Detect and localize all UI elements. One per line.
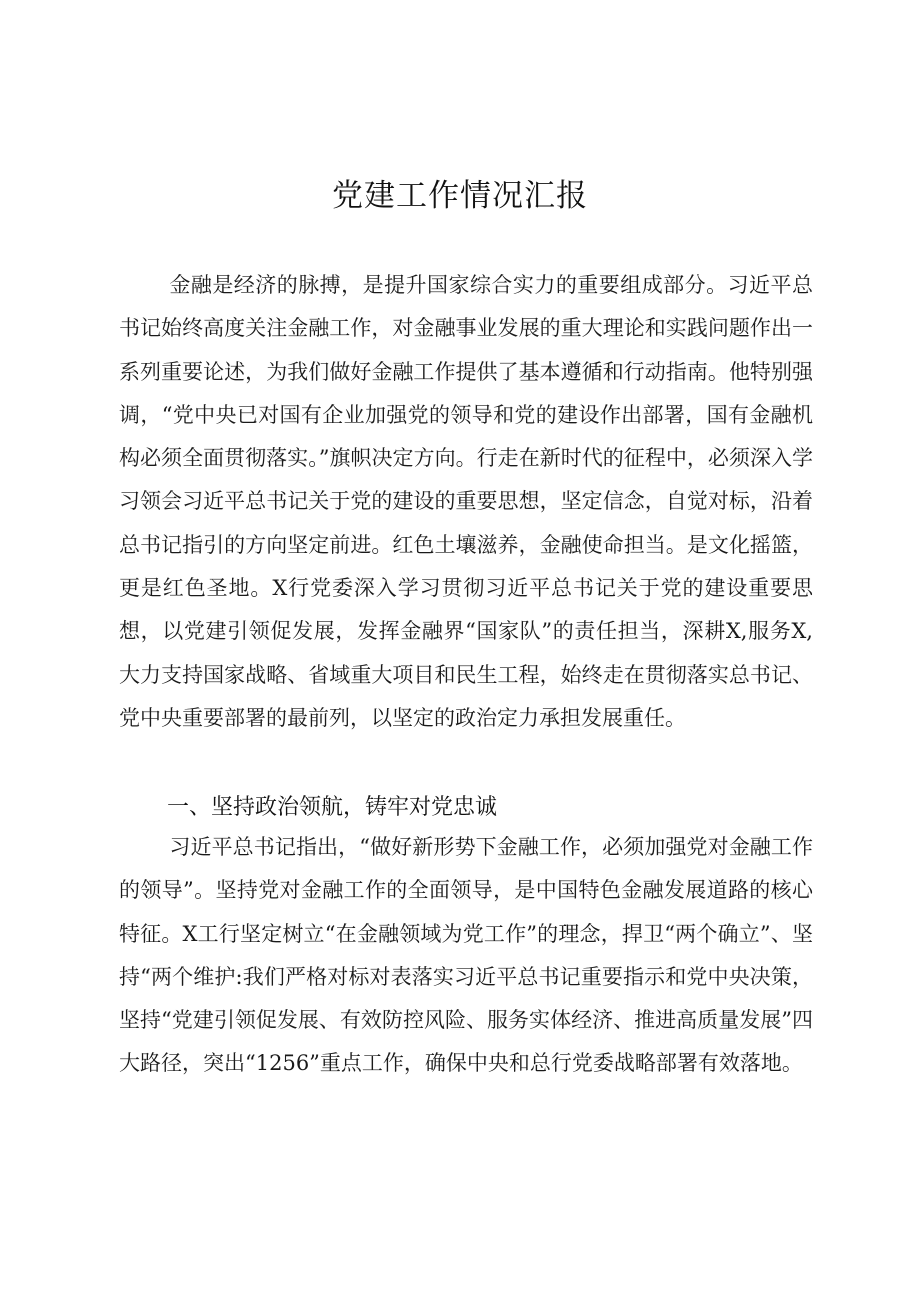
section-paragraph: 习近平总书记指出，“做好新形势下金融工作，必须加强党对金融工作的领导”。坚持党对金融工作的全面领导，是中国特色金融发展道路的核心特征。X工行坚定树立“在金融领域为党工作”的理念，捍卫“两个确立”、坚持“两个维护:我们严格对标对表落实习近平总书记重要指示和党中央决策，坚持“党建引领促发展、有效防控风险、服务实体经济、推进高质量发展”四大路径，突出“1256”重点工作，确保中央和总行党委战略部署有效落地。 — [119, 835, 813, 1076]
intro-paragraph: 金融是经济的脉搏，是提升国家综合实力的重要组成部分。习近平总书记始终高度关注金融工作，对金融事业发展的重大理论和实践问题作出一系列重要论述，为我们做好金融工作提供了基本遵循和行动指南。他特别强调，“党中央已对国有企业加强党的领导和党的建设作出部署，国有金融机构必须全面贯彻落实。”旗帜决定方向。行走在新时代的征程中，必须深入学习领会习近平总书记关于党的建设的重要思想，坚定信念，自觉对标，沿着总书记指引的方向坚定前进。红色土壤滋养，金融使命担当。是文化摇篮，更是红色圣地。X行党委深入学习贯彻习近平总书记关于党的建设重要思想，以党建引领促发展，发挥金融界“国家队”的责任担当，深耕X,服务X,大力支持国家战略、省域重大项目和民生工程，始终走在贯彻落实总书记、党中央重要部署的最前列，以坚定的政治定力承担发展重任。 — [119, 273, 813, 730]
document-title: 党建工作情况汇报 — [332, 178, 588, 214]
section-heading: 一、坚持政治领航，铸牢对党忠诚 — [167, 795, 498, 820]
